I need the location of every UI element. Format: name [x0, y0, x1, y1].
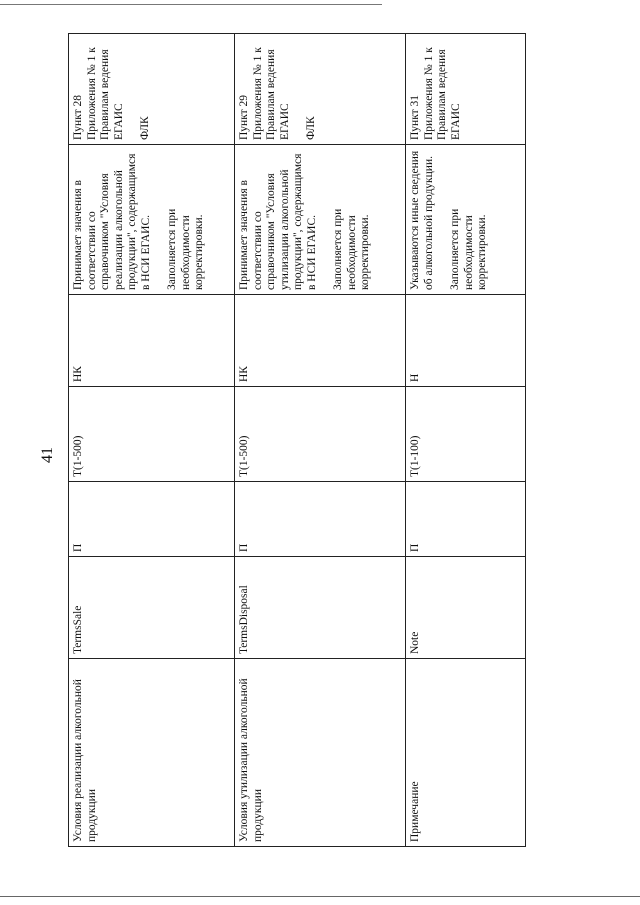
cell-req: НК: [235, 295, 406, 387]
cell-name: Условия реализации алкогольной продукции: [69, 659, 235, 847]
cell-name: Примечание: [406, 659, 526, 847]
cell-type: П: [69, 482, 235, 557]
cell-desc: Принимает значения в соответствии со справочником "Условия реализации алкогольной продукции", содержащимся в НСИ ЕГАИС. Заполняется при необходимости корректировки.: [69, 145, 235, 295]
cell-desc: Указываются иные сведения об алкогольной продукции. Заполняется при необходимости корректировки.: [406, 145, 526, 295]
top-border-line: [0, 4, 382, 5]
cell-type: П: [406, 482, 526, 557]
bottom-border-line: [0, 896, 640, 897]
cell-format: T(1-500): [69, 387, 235, 482]
rotated-page: [0, 30, 640, 880]
table-row: [69, 34, 235, 847]
cell-format: T(1-500): [235, 387, 406, 482]
table-row: [235, 34, 406, 847]
cell-req: Н: [406, 295, 526, 387]
cell-desc: Принимает значения в соответствии со справочником "Условия утилизации алкогольной продукции", содержащимся в НСИ ЕГАИС. Заполняется при необходимости корректировки.: [235, 145, 406, 295]
cell-tag: TermsSale: [69, 557, 235, 659]
cell-type: П: [235, 482, 406, 557]
cell-req: НК: [69, 295, 235, 387]
cell-format: T(1-100): [406, 387, 526, 482]
cell-tag: TermsDisposal: [235, 557, 406, 659]
page-number: 41: [39, 447, 56, 463]
cell-tag: Note: [406, 557, 526, 659]
cell-ref: Пункт 31 Приложения № 1 к Правилам ведения ЕГАИС: [406, 34, 526, 145]
cell-ref: Пункт 29 Приложения № 1 к Правилам ведения ЕГАИС ФЛК: [235, 34, 406, 145]
requisites-table: [68, 33, 526, 847]
cell-ref: Пункт 28 Приложения № 1 к Правилам ведения ЕГАИС ФЛК: [69, 34, 235, 145]
table-row: [406, 34, 526, 847]
cell-name: Условия утилизации алкогольной продукции: [235, 659, 406, 847]
